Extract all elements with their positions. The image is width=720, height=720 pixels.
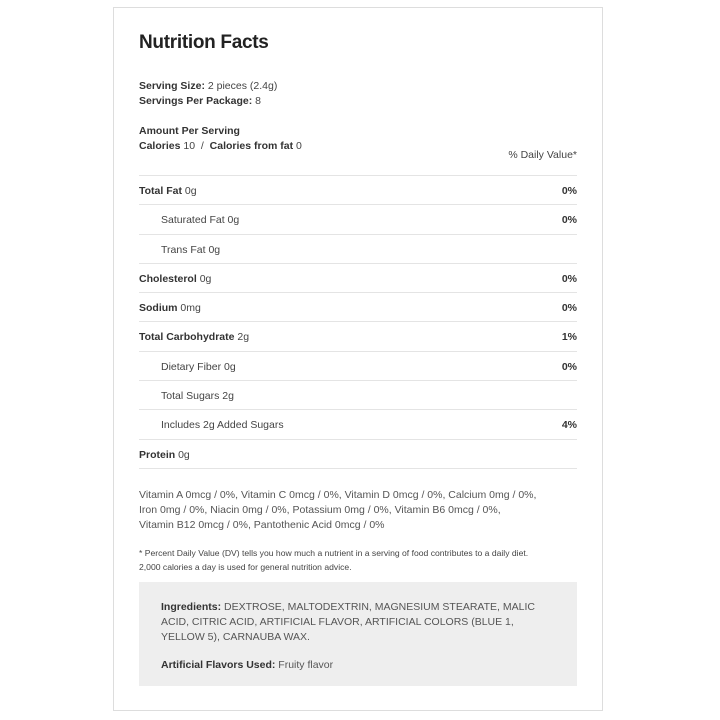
page-title: Nutrition Facts	[139, 32, 269, 53]
nutrient-label	[161, 214, 239, 226]
nutrient-amount: 0g	[224, 360, 236, 373]
calories-label: Calories	[139, 140, 181, 152]
nutrient-row	[139, 292, 577, 321]
nutrient-daily-value: 0%	[561, 185, 577, 197]
nutrient-daily-value: 0%	[561, 214, 577, 227]
vitamins-line: Vitamin B12 0mcg / 0%, Pantothenic Acid 0mcg / 0%	[139, 519, 385, 531]
serving-size-value: 2 pieces (2.4g)	[207, 80, 278, 92]
nutrient-row	[139, 263, 577, 292]
nutrient-daily-value: 0%	[561, 360, 577, 373]
nutrient-row	[139, 439, 577, 468]
nutrient-row	[139, 351, 577, 380]
amount-per-serving	[139, 125, 240, 137]
nutrient-row	[139, 380, 577, 409]
nutrient-name: Includes 2g Added Sugars	[161, 419, 284, 432]
vitamins-minerals	[139, 488, 577, 533]
nutrient-name: Cholesterol	[139, 272, 197, 285]
nutrient-amount: 0g	[227, 214, 240, 227]
ingredients-list: DEXTROSE, MALTODEXTRIN, MAGNESIUM STEARATE, MALIC ACID, CITRIC ACID, ARTIFICIAL FLAVOR, ARTIFICIAL COLORS (BLUE 1, YELLOW 5), CARNAUBA WAX.	[161, 601, 535, 643]
nutrient-amount: 0mg	[180, 302, 201, 315]
nutrient-label	[139, 185, 197, 197]
nutrition-facts-panel	[113, 7, 603, 711]
nutrient-daily-value: 1%	[561, 331, 577, 344]
serving-size	[139, 80, 277, 92]
nutrient-name: Total Sugars	[161, 390, 220, 403]
calories-line	[139, 140, 302, 152]
nutrient-label	[139, 273, 211, 285]
nutrient-amount: 0g	[208, 243, 221, 256]
calories-separator: /	[200, 140, 204, 152]
nutrient-label	[161, 390, 234, 402]
artificial-flavors-value: Fruity flavor	[278, 659, 334, 671]
vitamins-line: Vitamin A 0mcg / 0%, Vitamin C 0mcg / 0%, Vitamin D 0mcg / 0%, Calcium 0mg / 0%,	[139, 489, 537, 501]
nutrient-name: Saturated Fat	[161, 214, 225, 227]
nutrient-row	[139, 321, 577, 350]
nutrient-label	[139, 331, 249, 343]
nutrient-daily-value: 0%	[561, 272, 577, 285]
calories-from-fat-value: 0	[296, 140, 302, 152]
nutrient-row	[139, 409, 577, 438]
daily-value-footnote	[139, 546, 577, 574]
nutrient-row	[139, 204, 577, 233]
nutrient-label	[161, 244, 220, 256]
calories-from-fat-label: Calories from fat	[209, 140, 294, 152]
servings-per-package	[139, 95, 261, 107]
nutrient-name: Total Carbohydrate	[139, 331, 235, 344]
vitamins-line: Iron 0mg / 0%, Niacin 0mg / 0%, Potassium 0mg / 0%, Vitamin B6 0mcg / 0%,	[139, 504, 501, 516]
nutrient-label	[161, 419, 284, 431]
nutrient-amount: 0g	[199, 272, 212, 285]
calories-value: 10	[183, 140, 196, 152]
nutrient-name: Protein	[139, 448, 176, 461]
serving-size-label: Serving Size:	[139, 80, 205, 92]
nutrient-label	[139, 449, 190, 461]
nutrient-amount: 2g	[237, 331, 250, 344]
nutrient-row	[139, 234, 577, 263]
artificial-flavors	[161, 658, 555, 673]
nutrient-amount: 0g	[184, 185, 197, 197]
ingredients-box	[139, 582, 577, 686]
table-divider	[139, 468, 577, 469]
nutrient-amount: 2g	[222, 390, 234, 403]
nutrient-name: Dietary Fiber	[161, 360, 222, 373]
nutrient-table	[139, 175, 577, 469]
artificial-flavors-label: Artificial Flavors Used:	[161, 659, 276, 671]
amount-heading: Amount Per Serving	[139, 125, 240, 137]
servings-per-package-value: 8	[255, 95, 261, 107]
footnote-line: 2,000 calories a day is used for general nutrition advice.	[139, 562, 352, 572]
nutrient-row	[139, 175, 577, 204]
ingredients-text	[161, 600, 555, 645]
nutrient-label	[161, 361, 236, 373]
nutrient-amount: 0g	[178, 448, 190, 461]
ingredients-label: Ingredients:	[161, 601, 222, 613]
nutrient-name: Total Fat	[139, 185, 182, 197]
nutrient-label	[139, 302, 201, 314]
footnote-line: * Percent Daily Value (DV) tells you how much a nutrient in a serving of food contributes to a daily diet.	[139, 548, 529, 558]
nutrient-daily-value: 4%	[561, 419, 577, 432]
nutrient-name: Trans Fat	[161, 243, 206, 256]
nutrient-daily-value: 0%	[561, 302, 577, 315]
servings-per-package-label: Servings Per Package:	[139, 95, 253, 107]
nutrient-name: Sodium	[139, 302, 178, 315]
daily-value-header: % Daily Value*	[508, 149, 577, 161]
